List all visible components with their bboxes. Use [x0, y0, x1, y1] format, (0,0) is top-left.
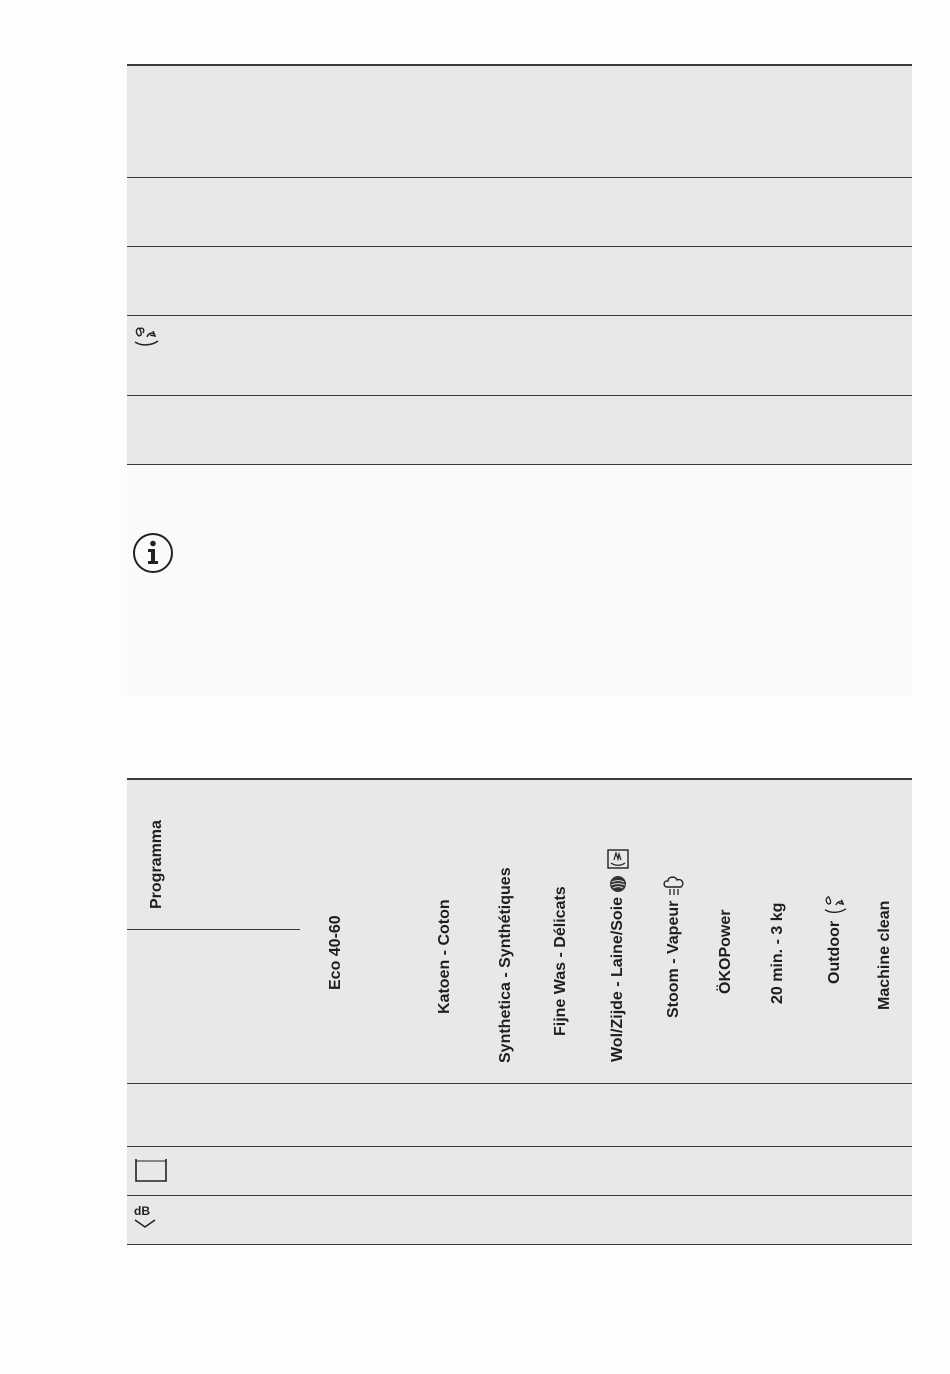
top-table-row-1: [127, 64, 912, 177]
row-divider: [127, 1146, 912, 1147]
row-divider: [127, 464, 912, 465]
row-divider: [127, 395, 912, 396]
program-label-stoom-text: Stoom - Vapeur: [665, 900, 683, 1018]
db-quiet-icon: [133, 1203, 159, 1231]
info-icon: [131, 531, 175, 575]
header-subdivider: [127, 929, 300, 930]
program-row-1: [127, 1083, 912, 1146]
outdoor-icon: [133, 326, 159, 350]
program-label-outdoor: [824, 894, 846, 984]
program-label-fijne-was: Fijne Was - Délicats: [552, 886, 569, 1036]
row-divider: [127, 315, 912, 316]
top-table: [127, 64, 912, 466]
row-divider: [127, 1083, 912, 1084]
program-label-katoen: Katoen - Coton: [436, 899, 453, 1014]
program-label-synthetica: Synthetica - Synthétiques: [497, 867, 514, 1063]
row-divider: [127, 246, 912, 247]
handwash-icon: [606, 848, 630, 870]
program-table: [127, 778, 912, 1246]
program-header-label: Programma: [148, 820, 165, 909]
row-divider: [127, 1244, 912, 1245]
top-table-row-2: [127, 177, 912, 246]
top-table-row-4: [127, 315, 912, 395]
outdoor-icon: [823, 895, 847, 917]
info-note: [127, 466, 912, 695]
row-divider: [127, 1195, 912, 1196]
program-label-okopower: ÖKOPower: [717, 909, 734, 994]
steam-icon: [662, 875, 686, 897]
program-label-stoom: [663, 874, 685, 1018]
program-label-20-min: 20 min. - 3 kg: [769, 902, 786, 1004]
program-row-3: [127, 1195, 912, 1244]
top-table-top-rule: [127, 64, 912, 66]
program-label-eco-40-60: Eco 40-60: [327, 915, 344, 990]
program-label-outdoor-text: Outdoor: [826, 920, 844, 984]
program-header-row: [127, 778, 912, 1083]
program-label-machine-clean: Machine clean: [876, 900, 893, 1010]
program-row-2: [127, 1146, 912, 1195]
program-label-wol-zijde-text: Wol/Zijde - Laine/Soie: [609, 896, 627, 1062]
wool-icon: [608, 874, 628, 894]
svg-text:dB: dB: [134, 1204, 150, 1218]
row-divider: [127, 177, 912, 178]
top-table-row-3: [127, 246, 912, 315]
program-table-top-rule: [127, 778, 912, 780]
top-table-row-5: [127, 395, 912, 464]
drum-icon: [134, 1157, 168, 1183]
program-label-wol-zijde: [607, 847, 629, 1062]
